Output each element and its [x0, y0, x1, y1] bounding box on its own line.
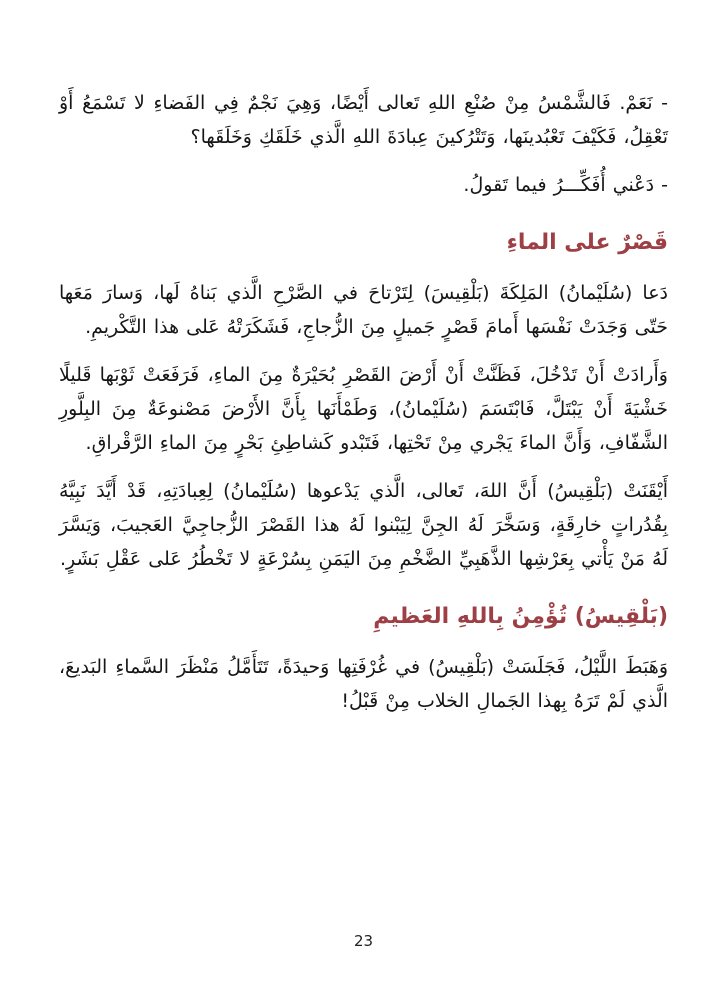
page-number: 23	[353, 932, 374, 950]
section-heading-bilqis-believes: (بَلْقِيسُ) تُؤْمِنُ بِاللهِ العَظيمِ	[373, 604, 668, 629]
paragraph-nightfall: وَهَبَطَ اللَّيْلُ، فَجَلَسَتْ (بَلْقِيسُ) في غُرْفَتِها وَحيدَةً، تَتَأَمَّلُ مَنْظَرَ السَّماءِ البَديعَ، الَّذي لَمْ تَرَهُ بِهذا الجَمالِ الخلاب مِنْ قَبْلُ!	[59, 656, 668, 712]
page-content	[59, 86, 668, 732]
dialogue-line-1: - نَعَمْ. فَالشَّمْسُ مِنْ صُنْعِ اللهِ تَعالى أَيْضًا، وَهِيَ نَجْمٌ فِي الفَضاءِ لا تَسْمَعُ أَوْ تَعْقِلُ، فَكَيْفَ تَعْبُدينَها، وَتَتْرُكينَ عِبادَةَ اللهِ الَّذي خَلَقَكِ وَخَلَقَها؟	[59, 92, 668, 148]
paragraph-glass-floor: وَأَرادَتْ أَنْ تَدْخُلَ، فَظَنَّتْ أَنْ أَرْضَ القَصْرِ بُحَيْرَةٌ مِنَ الماءِ، فَرَفَعَتْ ثَوْبَها قَليلًا خَشْيَةَ أَنْ يَبْتَلَّ، فَابْتَسَمَ (سُلَيْمانُ)، وَطَمْأَنَها بِأَنَّ الأَرْضَ مَصْنوعَةٌ مِنَ البِلَّورِ الشَّفّافِ، وَأَنَّ الماءَ يَجْري مِنْ تَحْتِها، فَتَبْدو كَشاطِئِ بَحْرٍ مِنَ الماءِ الرَّقْراقِ.	[59, 364, 668, 454]
paragraph-bilqis-certainty: أَيْقَنَتْ (بَلْقِيسُ) أَنَّ اللهَ، تَعالى، الَّذي يَدْعوها (سُلَيْمانُ) لِعِبادَتِهِ، قَدْ أَيَّدَ نَبِيَّهُ بِقُدُراتٍ خارِقَةٍ، وَسَخَّرَ لَهُ الجِنَّ لِيَبْنوا لَهُ هذا القَصْرَ الزُّجاجِيَّ العَجيبَ، وَيَسَّرَ لَهُ مَنْ يَأْتي بِعَرْشِها الذَّهَبِيِّ الضَّخْمِ مِنَ اليَمَنِ بِسُرْعَةٍ لا تَخْطُرُ عَلى عَقْلِ بَشَرٍ.	[59, 480, 668, 570]
dialogue-line-2: - دَعْني أُفَكِّـــرُ فيما تَقولُ.	[463, 174, 668, 196]
section-heading-palace-on-water: قَصْرٌ على الماءِ	[506, 230, 668, 255]
paragraph-solomon-invites: دَعا (سُلَيْمانُ) المَلِكَةَ (بَلْقِيسَ) لِتَرْتاحَ في الصَّرْحِ الَّذي بَناهُ لَها، وَسارَ مَعَها حَتّى وَجَدَتْ نَفْسَها أَمامَ قَصْرٍ جَميلٍ مِنَ الزُّجاجِ، فَشَكَرَتْهُ عَلى هذا التَّكْريمِ.	[59, 282, 668, 338]
